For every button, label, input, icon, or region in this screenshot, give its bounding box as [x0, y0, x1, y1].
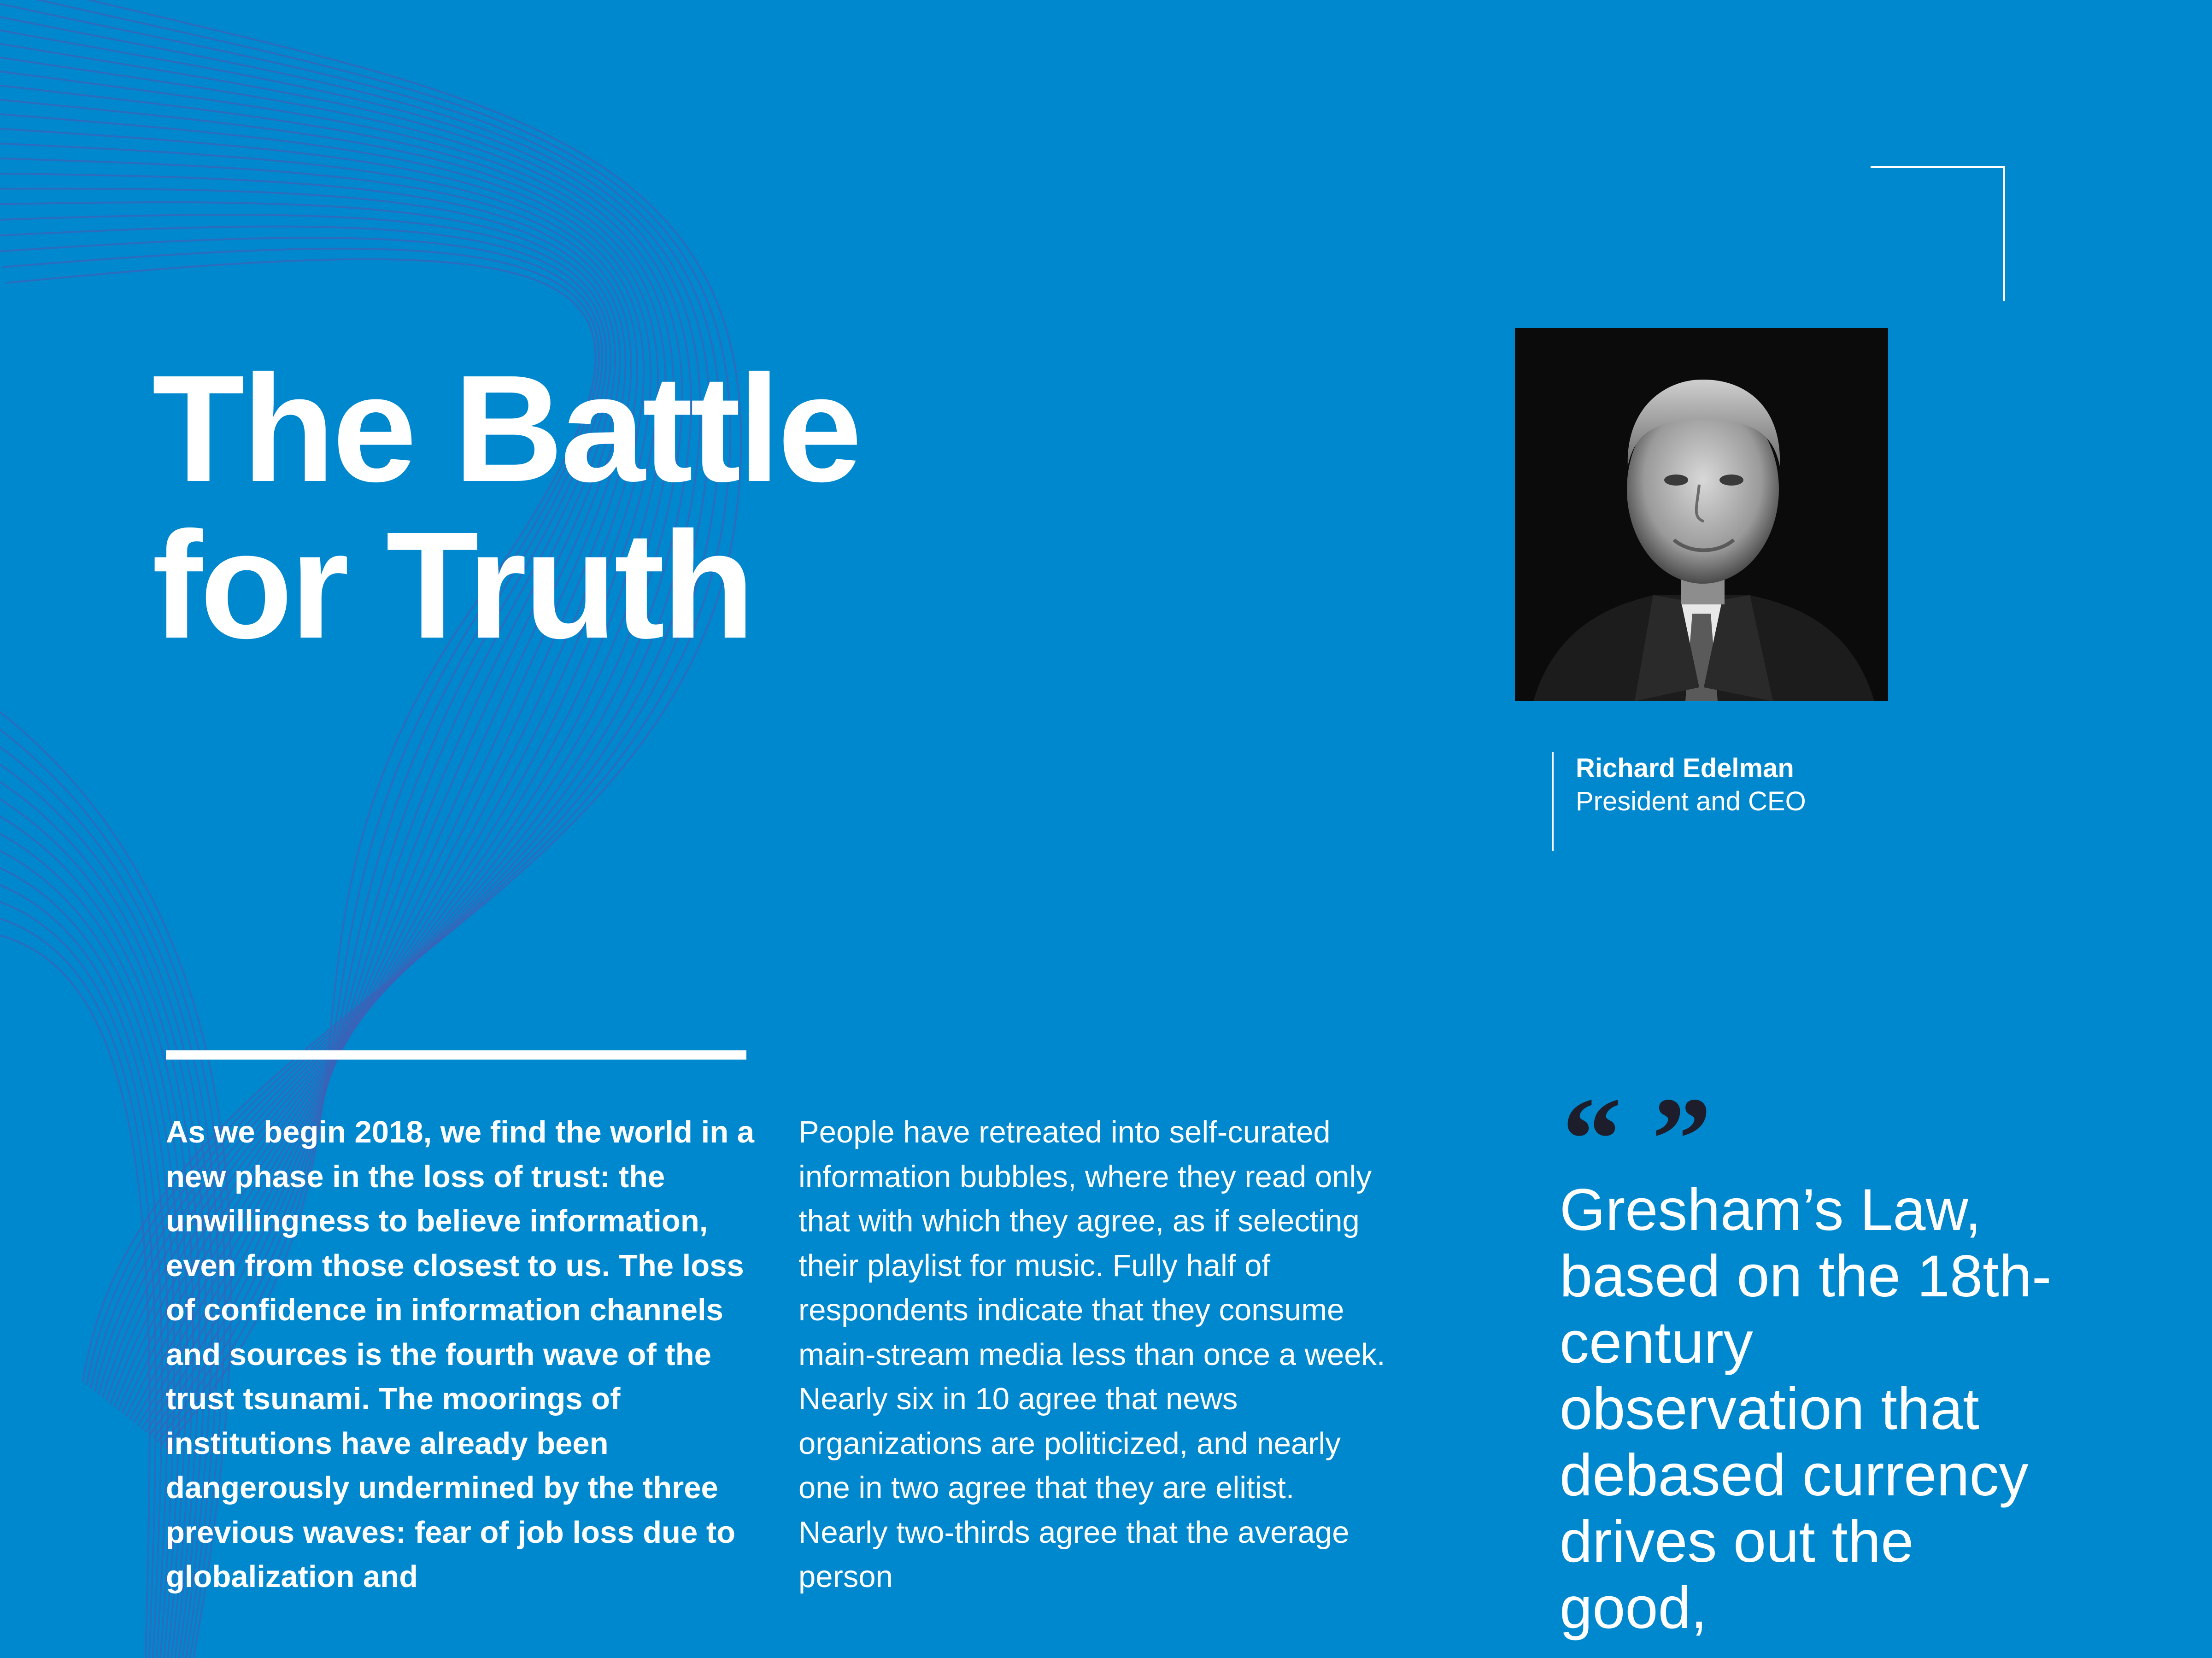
- portrait-photo: [1515, 328, 1888, 701]
- section-divider: [166, 1050, 746, 1060]
- svg-text:“ ”: “ ”: [1562, 1073, 1712, 1206]
- article-title: [152, 343, 860, 670]
- wave-line: [0, 931, 150, 1658]
- author-role: President and CEO: [1576, 786, 1806, 816]
- title-line-2: for Truth: [152, 500, 752, 670]
- author-byline: [1552, 752, 1806, 851]
- quote-marks-icon: [1562, 1073, 1712, 1206]
- corner-bracket-decoration: [1871, 166, 2005, 301]
- body-column-1: As we begin 2018, we find the world in a new phase in the loss of trust: the unwillingness to believe information, even from those closest to us. The loss of confidence in information channels and sources is the fourth wave of the trust tsunami. The moorings of institutions have already been dangerously undermined by the three previous waves: fear of job loss due to globalization and: [166, 1115, 754, 1594]
- title-line-1: The Battle: [152, 343, 860, 513]
- pull-quote: Gresham’s Law, based on the 18th-century observation that debased currency drives out the good,: [1560, 1177, 2052, 1641]
- body-column-2: People have retreated into self-curated information bubbles, where they read only that with which they agree, as if selecting their playlist for music. Fully half of respondents indicate that they consume main-stream media less than once a week. Nearly six in 10 agree that news organizations are politicized, and nearly one in two agree that they are elitist. Nearly two-thirds agree that the average person: [798, 1115, 1385, 1594]
- author-name: Richard Edelman: [1576, 753, 1794, 783]
- author-portrait: [1515, 328, 1888, 701]
